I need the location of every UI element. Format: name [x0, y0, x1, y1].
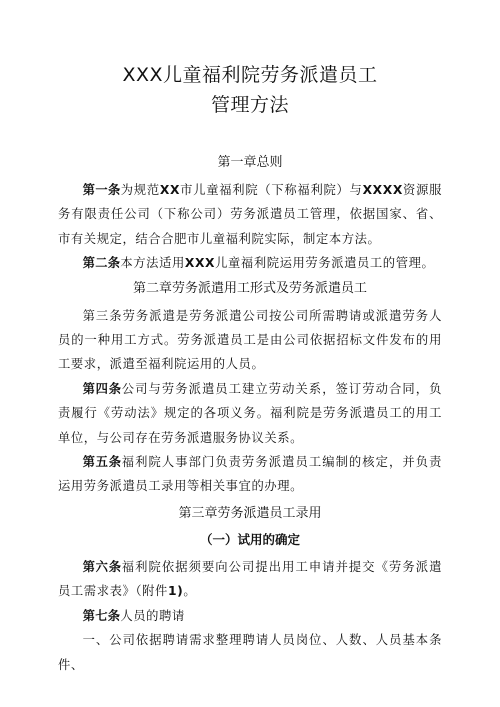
- article-1-label: 第一条: [82, 183, 121, 197]
- article-6-bold-num: 1): [167, 584, 184, 599]
- chapter-3-heading: 第三章劳务派遣员工录用: [178, 505, 322, 521]
- article-7-text: 人员的聘请: [120, 608, 185, 623]
- article-5-text: 福利院人事部门负责劳务派遣员工编制的核定，并负责运用劳务派遣员工录用等相关事宜的办理。: [58, 455, 442, 494]
- article-7-label: 第七条: [82, 608, 121, 623]
- article-7-item-1: 一、公司依据聘请需求整理聘请人员岗位、人数、人员基本条件、: [58, 633, 442, 672]
- chapter-2-heading: 第二章劳务派遣用工形式及劳务派遣员工: [132, 280, 367, 296]
- article-6-text-a: 福利院依据须要向公司提出用工申请并提交《劳务派遣员工需求表》（附件: [58, 559, 442, 599]
- article-1-bold-xxxx: XXXX: [362, 183, 403, 197]
- article-2-label: 第二条: [82, 256, 121, 271]
- article-7: [58, 604, 442, 628]
- section-trial-determination: （一）试用的确定: [199, 531, 300, 547]
- article-5: [58, 450, 442, 499]
- article-1-bold-xx: XX: [159, 183, 181, 197]
- article-2-bold-xxx: XXX: [184, 256, 216, 271]
- article-6-label: 第六条: [82, 559, 122, 574]
- article-1-text-a: 为规范: [120, 183, 160, 197]
- article-1-text-b: 市儿童福利院（下称福利院）与: [180, 183, 363, 197]
- document-title-line-2: 管理方法: [210, 94, 289, 116]
- article-2: [58, 251, 442, 275]
- article-4-label: 第四条: [82, 381, 122, 396]
- article-5-label: 第五条: [82, 455, 122, 470]
- article-6: [58, 555, 442, 604]
- article-2-text-b: 儿童福利院运用劳务派遣员工的管理。: [215, 256, 435, 271]
- article-4-text: 公司与劳务派遣员工建立劳动关系，签订劳动合同，负责履行《劳动法》规定的各项义务。福利院是劳务派遣员工的用工单位，与公司存在劳务派遣服务协议关系。: [58, 381, 442, 445]
- article-1-text-c: 资源服务有限责任公司（下称公司）劳务派遣员工管理，依据国家、省、市有关规定，结合合肥市儿童福利院实际，制定本方法。: [58, 183, 442, 246]
- chapter-1-heading: 第一章总则: [217, 155, 283, 170]
- article-2-text-a: 本方法适用: [120, 256, 185, 271]
- article-4: [58, 377, 442, 450]
- article-6-text-b: 。: [183, 584, 197, 599]
- article-1: [58, 178, 442, 251]
- article-3: 第三条劳务派遣是劳务派遣公司按公司所需聘请或派遣劳务人员的一种用工方式。劳务派遣员工是由公司依据招标文件发布的用工要求，派遣至福利院运用的人员。: [58, 308, 442, 372]
- document-title-line-1: XXX儿童福利院劳务派遣员工: [122, 64, 378, 86]
